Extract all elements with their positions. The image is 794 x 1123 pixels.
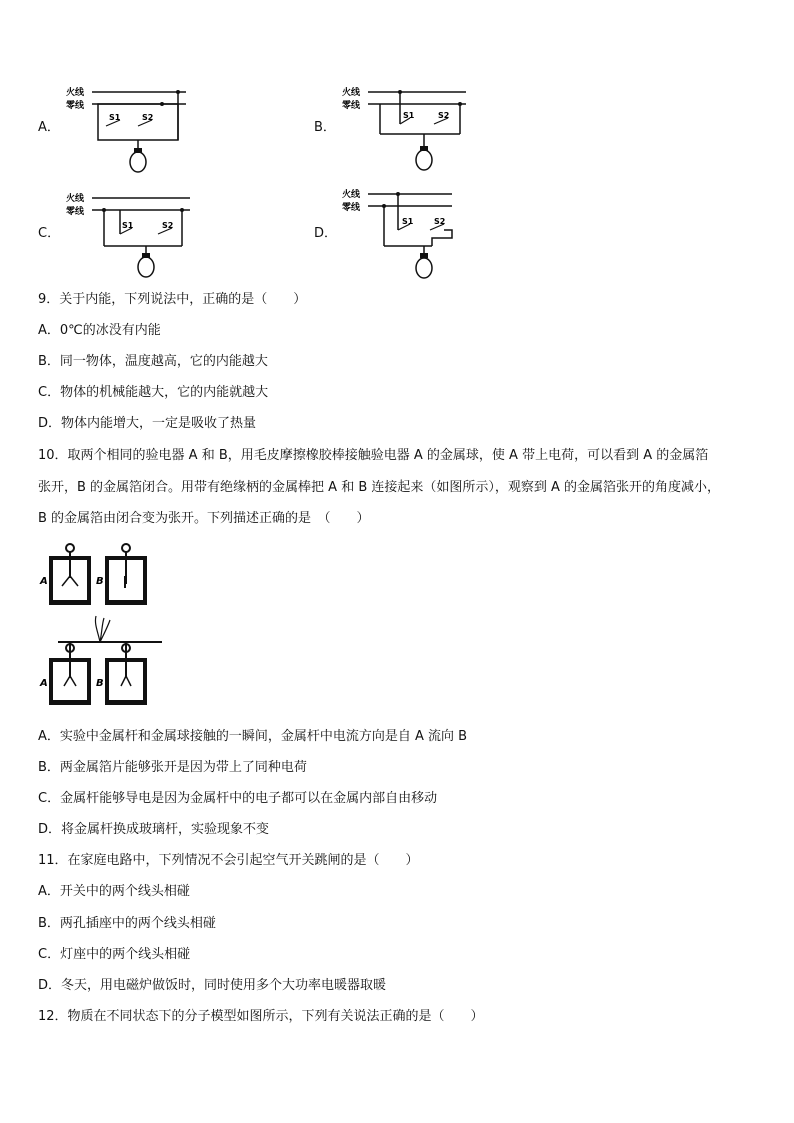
switch-s1-label: S1 xyxy=(122,221,134,230)
electroscope-b-label: B xyxy=(96,576,104,587)
switch-s2-label: S2 xyxy=(142,113,154,122)
q11-option-a: A．开关中的两个线头相碰 xyxy=(38,884,190,899)
q9-option-d: D．物体内能增大，一定是吸收了热量 xyxy=(38,416,257,431)
electroscope-a-label: A xyxy=(40,678,48,689)
q8-option-c-label: C． xyxy=(38,226,61,241)
q8-option-b-label: B． xyxy=(314,120,336,135)
neutral-wire-label: 零线 xyxy=(66,207,85,217)
lamp-icon xyxy=(416,258,432,278)
electroscope-figure-before xyxy=(38,540,158,608)
electroscope-a-label: A xyxy=(40,576,48,587)
live-wire-label: 火线 xyxy=(342,88,361,98)
switch-s2-label: S2 xyxy=(438,111,450,120)
q11-option-b: B．两孔插座中的两个线头相碰 xyxy=(38,916,216,931)
q10-stem-line-2: 张开，B 的金属箔闭合。用带有绝缘柄的金属棒把 A 和 B 连接起来（如图所示），观察到 A 的金属箔张开的角度减小， xyxy=(38,480,721,495)
circuit-diagram-b xyxy=(340,84,470,180)
q11-option-d: D．冬天，用电磁炉做饭时，同时使用多个大功率电暖器取暖 xyxy=(38,978,387,993)
q9-option-c: C．物体的机械能越大，它的内能就越大 xyxy=(38,385,269,400)
circuit-loop xyxy=(98,104,178,140)
foil-a-open xyxy=(62,576,70,586)
q10-option-c: C．金属杆能够导电是因为金属杆中的电子都可以在金属内部自由移动 xyxy=(38,791,438,806)
circuit-diagram-c xyxy=(64,190,194,282)
switch-s1-label: S1 xyxy=(109,113,121,122)
electroscope-figure-after xyxy=(38,612,162,708)
live-wire-label: 火线 xyxy=(342,190,361,200)
q9-stem: 9．关于内能，下列说法中，正确的是（ ） xyxy=(38,292,307,307)
switch-s2-label: S2 xyxy=(162,221,174,230)
q9-option-a: A．0℃的冰没有内能 xyxy=(38,323,161,338)
neutral-wire-label: 零线 xyxy=(66,101,85,111)
q8-option-d-label: D． xyxy=(314,226,338,241)
electroscope-b-label: B xyxy=(96,678,104,689)
q9-option-b: B．同一物体，温度越高，它的内能越大 xyxy=(38,354,268,369)
circuit-diagram-d xyxy=(340,186,470,282)
q8-option-a-label: A． xyxy=(38,120,60,135)
q10-option-a: A．实验中金属杆和金属球接触的一瞬间，金属杆中电流方向是自 A 流向 B xyxy=(38,729,468,744)
q12-stem: 12．物质在不同状态下的分子模型如图所示，下列有关说法正确的是（ ） xyxy=(38,1009,484,1024)
neutral-wire-label: 零线 xyxy=(342,203,361,213)
lamp-icon xyxy=(138,257,154,277)
q10-option-b: B．两金属箔片能够张开是因为带上了同种电荷 xyxy=(38,760,307,775)
q10-stem-line-3: B 的金属箔由闭合变为张开。下列描述正确的是 （ ） xyxy=(38,511,370,526)
switch-s1-label: S1 xyxy=(403,111,415,120)
q10-stem-line-1: 10．取两个相同的验电器 A 和 B，用毛皮摩擦橡胶棒接触验电器 A 的金属球，使 A 带上电荷，可以看到 A 的金属箔 xyxy=(38,448,709,463)
circuit-diagram-a xyxy=(64,84,194,180)
lamp-icon xyxy=(416,150,432,170)
q11-stem: 11．在家庭电路中，下列情况不会引起空气开关跳闸的是（ ） xyxy=(38,853,419,868)
q11-option-c: C．灯座中的两个线头相碰 xyxy=(38,947,191,962)
live-wire-label: 火线 xyxy=(66,88,85,98)
q10-option-d: D．将金属杆换成玻璃杆，实验现象不变 xyxy=(38,822,270,837)
switch-s2-label: S2 xyxy=(434,217,446,226)
insulated-handle xyxy=(95,616,110,642)
neutral-wire-label: 零线 xyxy=(342,101,361,111)
lamp-icon xyxy=(130,152,146,172)
live-wire-label: 火线 xyxy=(66,194,85,204)
switch-s1-label: S1 xyxy=(402,217,414,226)
